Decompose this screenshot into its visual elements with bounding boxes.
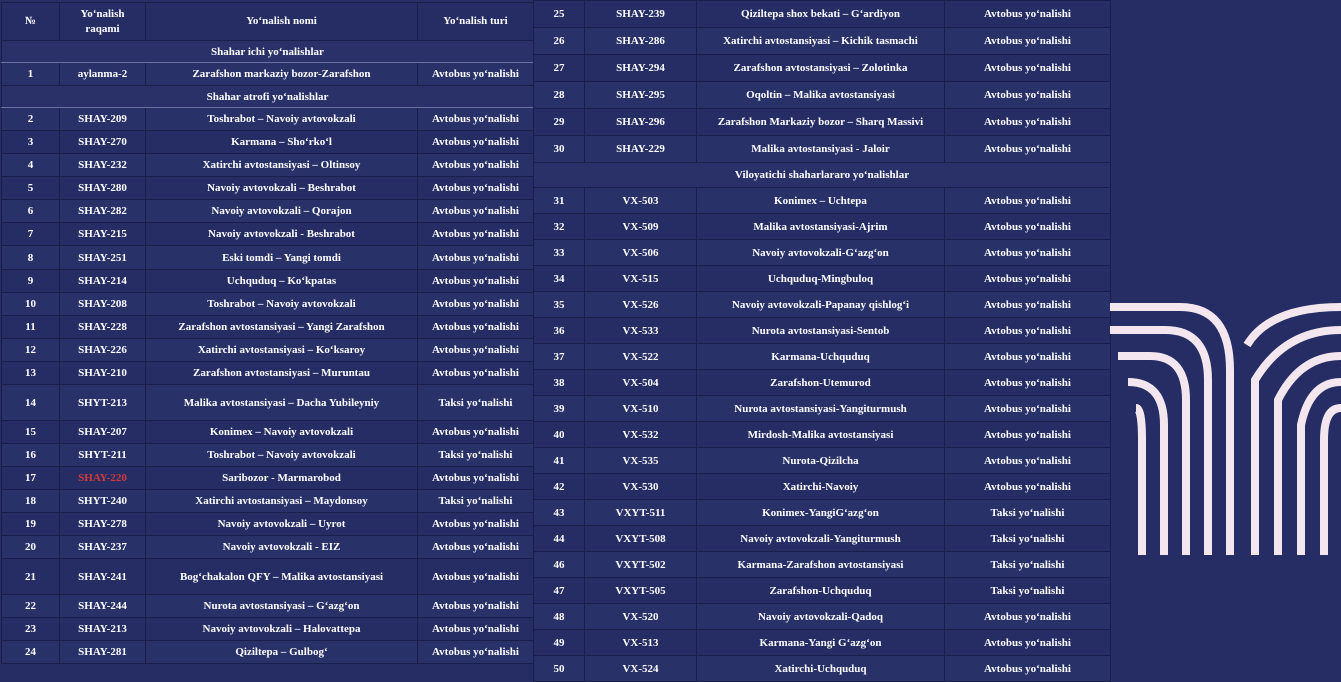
route-code: VX-524 xyxy=(585,656,697,682)
route-type: Avtobus yoʻnalishi xyxy=(418,316,534,339)
route-name: Konimex – Uchtepa xyxy=(697,188,945,214)
route-name: Karmana-Zarafshon avtostansiyasi xyxy=(697,552,945,578)
table-row xyxy=(2,618,534,641)
route-code: VX-520 xyxy=(585,604,697,630)
route-number: 44 xyxy=(534,526,585,552)
table-row xyxy=(2,536,534,559)
section-title: Shahar ichi yoʻnalishlar xyxy=(2,41,534,63)
route-code: SHAY-278 xyxy=(60,513,146,536)
route-name: Uchquduq – Koʻkpatas xyxy=(146,270,418,293)
table-row xyxy=(2,385,534,421)
route-number: 10 xyxy=(2,293,60,316)
table-row xyxy=(534,55,1111,82)
route-type: Avtobus yoʻnalishi xyxy=(945,422,1111,448)
route-type: Avtobus yoʻnalishi xyxy=(945,28,1111,55)
route-number: 40 xyxy=(534,422,585,448)
route-name: Eski tomdi – Yangi tomdi xyxy=(146,246,418,270)
table-row xyxy=(2,293,534,316)
route-type: Taksi yoʻnalishi xyxy=(945,552,1111,578)
route-code: SHAY-237 xyxy=(60,536,146,559)
table-row xyxy=(2,421,534,444)
route-code: VX-504 xyxy=(585,370,697,396)
route-number: 33 xyxy=(534,240,585,266)
route-code: aylanma-2 xyxy=(60,63,146,86)
route-code: VX-533 xyxy=(585,318,697,344)
route-type: Avtobus yoʻnalishi xyxy=(945,266,1111,292)
route-type: Avtobus yoʻnalishi xyxy=(945,214,1111,240)
table-row xyxy=(2,467,534,490)
route-name: Malika avtostansiyasi-Ajrim xyxy=(697,214,945,240)
route-name: Malika avtostansiyasi - Jaloir xyxy=(697,136,945,163)
section-row xyxy=(2,41,534,63)
route-code: SHAY-209 xyxy=(60,108,146,131)
table-row xyxy=(534,422,1111,448)
route-code: SHAY-251 xyxy=(60,246,146,270)
route-name: Xatirchi-Uchquduq xyxy=(697,656,945,682)
route-code: SHAY-282 xyxy=(60,200,146,223)
route-number: 2 xyxy=(2,108,60,131)
route-code: VX-513 xyxy=(585,630,697,656)
table-row xyxy=(2,316,534,339)
table-row xyxy=(534,474,1111,500)
route-name: Zarafshon-Uchquduq xyxy=(697,578,945,604)
route-name: Navoiy avtovokzali - Beshrabot xyxy=(146,223,418,246)
route-name: Navoiy avtovokzali-Yangiturmush xyxy=(697,526,945,552)
route-name: Karmana-Yangi Gʻazgʻon xyxy=(697,630,945,656)
route-number: 47 xyxy=(534,578,585,604)
route-type: Avtobus yoʻnalishi xyxy=(418,595,534,618)
table-row xyxy=(2,641,534,664)
route-number: 42 xyxy=(534,474,585,500)
route-type: Avtobus yoʻnalishi xyxy=(418,467,534,490)
route-type: Taksi yoʻnalishi xyxy=(945,500,1111,526)
route-type: Avtobus yoʻnalishi xyxy=(945,82,1111,109)
route-type: Taksi yoʻnalishi xyxy=(418,444,534,467)
route-number: 4 xyxy=(2,154,60,177)
route-name: Xatirchi avtostansiyasi – Oltinsoy xyxy=(146,154,418,177)
route-type: Avtobus yoʻnalishi xyxy=(418,293,534,316)
table-row xyxy=(2,177,534,200)
table-row xyxy=(534,656,1111,682)
route-name: Navoiy avtovokzali-Papanay qishlogʻi xyxy=(697,292,945,318)
route-number: 49 xyxy=(534,630,585,656)
route-code: VX-509 xyxy=(585,214,697,240)
route-number: 12 xyxy=(2,339,60,362)
route-type: Avtobus yoʻnalishi xyxy=(945,474,1111,500)
route-code: SHAY-215 xyxy=(60,223,146,246)
route-type: Avtobus yoʻnalishi xyxy=(418,108,534,131)
route-type: Avtobus yoʻnalishi xyxy=(945,656,1111,682)
table-row xyxy=(534,292,1111,318)
route-number: 18 xyxy=(2,490,60,513)
brand-logo-icon xyxy=(1110,300,1341,555)
route-name: Saribozor - Marmarobod xyxy=(146,467,418,490)
route-type: Avtobus yoʻnalishi xyxy=(945,188,1111,214)
route-name: Bogʻchakalon QFY – Malika avtostansiyasi xyxy=(146,559,418,595)
routes-table-right xyxy=(533,0,1111,682)
route-type: Taksi yoʻnalishi xyxy=(945,526,1111,552)
route-type: Avtobus yoʻnalishi xyxy=(418,339,534,362)
table-row xyxy=(534,370,1111,396)
right-table-body xyxy=(534,1,1111,682)
route-type: Avtobus yoʻnalishi xyxy=(418,63,534,86)
table-row xyxy=(534,448,1111,474)
route-number: 3 xyxy=(2,131,60,154)
table-header-row xyxy=(2,3,534,41)
route-number: 48 xyxy=(534,604,585,630)
table-row xyxy=(534,604,1111,630)
section-row xyxy=(534,163,1111,188)
route-name: Qiziltepa – Gulbogʻ xyxy=(146,641,418,664)
route-type: Taksi yoʻnalishi xyxy=(418,385,534,421)
route-code: SHYT-213 xyxy=(60,385,146,421)
route-name: Karmana-Uchquduq xyxy=(697,344,945,370)
table-row xyxy=(2,559,534,595)
route-code: VXYT-502 xyxy=(585,552,697,578)
table-row xyxy=(534,578,1111,604)
route-name: Toshrabot – Navoiy avtovokzali xyxy=(146,444,418,467)
route-type: Avtobus yoʻnalishi xyxy=(945,630,1111,656)
route-type: Avtobus yoʻnalishi xyxy=(418,362,534,385)
route-type: Avtobus yoʻnalishi xyxy=(418,513,534,536)
route-code: SHAY-239 xyxy=(585,1,697,28)
route-code: SHAY-220 xyxy=(60,467,146,490)
route-number: 14 xyxy=(2,385,60,421)
route-name: Xatirchi avtostansiyasi – Koʻksaroy xyxy=(146,339,418,362)
route-type: Avtobus yoʻnalishi xyxy=(418,618,534,641)
route-number: 6 xyxy=(2,200,60,223)
route-type: Avtobus yoʻnalishi xyxy=(945,318,1111,344)
table-row xyxy=(2,131,534,154)
route-number: 1 xyxy=(2,63,60,86)
table-row xyxy=(534,240,1111,266)
table-row xyxy=(534,396,1111,422)
route-name: Karmana – Shoʻrkoʻl xyxy=(146,131,418,154)
route-type: Avtobus yoʻnalishi xyxy=(418,536,534,559)
route-code: SHAY-296 xyxy=(585,109,697,136)
table-row xyxy=(534,526,1111,552)
route-type: Avtobus yoʻnalishi xyxy=(945,55,1111,82)
route-code: VXYT-508 xyxy=(585,526,697,552)
table-row xyxy=(534,136,1111,163)
route-name: Zarafshon avtostansiyasi – Yangi Zarafshon xyxy=(146,316,418,339)
route-type: Avtobus yoʻnalishi xyxy=(945,109,1111,136)
route-code: SHAY-229 xyxy=(585,136,697,163)
route-number: 29 xyxy=(534,109,585,136)
table-row xyxy=(534,188,1111,214)
table-row xyxy=(2,339,534,362)
section-row xyxy=(2,86,534,108)
route-name: Xatirchi avtostansiyasi – Kichik tasmachi xyxy=(697,28,945,55)
header-route-type: Yoʻnalish turi xyxy=(418,3,534,41)
header-number: № xyxy=(2,3,60,41)
table-row xyxy=(534,109,1111,136)
route-type: Avtobus yoʻnalishi xyxy=(418,154,534,177)
table-row xyxy=(2,154,534,177)
route-number: 37 xyxy=(534,344,585,370)
section-title: Viloyatichi shaharlararo yoʻnalishlar xyxy=(534,163,1111,188)
table-row xyxy=(2,362,534,385)
route-type: Avtobus yoʻnalishi xyxy=(945,240,1111,266)
route-name: Toshrabot – Navoiy avtovokzali xyxy=(146,108,418,131)
route-name: Navoiy avtovokzali – Uyrot xyxy=(146,513,418,536)
route-number: 17 xyxy=(2,467,60,490)
route-type: Avtobus yoʻnalishi xyxy=(418,177,534,200)
route-number: 38 xyxy=(534,370,585,396)
route-type: Avtobus yoʻnalishi xyxy=(945,370,1111,396)
left-table-body xyxy=(2,41,534,664)
route-code: SHAY-270 xyxy=(60,131,146,154)
route-type: Avtobus yoʻnalishi xyxy=(945,344,1111,370)
route-type: Avtobus yoʻnalishi xyxy=(418,223,534,246)
route-number: 26 xyxy=(534,28,585,55)
route-name: Nurota-Qizilcha xyxy=(697,448,945,474)
route-code: SHAY-208 xyxy=(60,293,146,316)
table-row xyxy=(2,513,534,536)
route-number: 41 xyxy=(534,448,585,474)
route-code: VX-506 xyxy=(585,240,697,266)
route-name: Zarafshon-Utemurod xyxy=(697,370,945,396)
route-number: 50 xyxy=(534,656,585,682)
route-type: Avtobus yoʻnalishi xyxy=(945,604,1111,630)
route-type: Avtobus yoʻnalishi xyxy=(418,246,534,270)
table-row xyxy=(2,63,534,86)
route-number: 9 xyxy=(2,270,60,293)
route-name: Mirdosh-Malika avtostansiyasi xyxy=(697,422,945,448)
route-name: Navoiy avtovokzali – Beshrabot xyxy=(146,177,418,200)
route-code: SHAY-295 xyxy=(585,82,697,109)
route-number: 27 xyxy=(534,55,585,82)
table-row xyxy=(2,595,534,618)
route-name: Xatirchi-Navoiy xyxy=(697,474,945,500)
route-name: Zarafshon avtostansiyasi – Zolotinka xyxy=(697,55,945,82)
route-type: Avtobus yoʻnalishi xyxy=(945,448,1111,474)
route-name: Nurota avtostansiyasi-Yangiturmush xyxy=(697,396,945,422)
route-name: Zarafshon avtostansiyasi – Muruntau xyxy=(146,362,418,385)
route-name: Malika avtostansiyasi – Dacha Yubileyniy xyxy=(146,385,418,421)
route-code: VX-532 xyxy=(585,422,697,448)
route-type: Taksi yoʻnalishi xyxy=(945,578,1111,604)
route-number: 8 xyxy=(2,246,60,270)
table-row xyxy=(2,490,534,513)
table-row xyxy=(534,1,1111,28)
route-number: 39 xyxy=(534,396,585,422)
header-route-name: Yoʻnalish nomi xyxy=(146,3,418,41)
route-code: SHAY-207 xyxy=(60,421,146,444)
route-name: Qiziltepa shox bekati – Gʻardiyon xyxy=(697,1,945,28)
route-number: 43 xyxy=(534,500,585,526)
route-code: SHAY-286 xyxy=(585,28,697,55)
route-type: Avtobus yoʻnalishi xyxy=(945,1,1111,28)
route-code: SHAY-213 xyxy=(60,618,146,641)
route-number: 15 xyxy=(2,421,60,444)
route-number: 32 xyxy=(534,214,585,240)
route-code: VX-510 xyxy=(585,396,697,422)
route-number: 5 xyxy=(2,177,60,200)
route-name: Oqoltin – Malika avtostansiyasi xyxy=(697,82,945,109)
table-row xyxy=(534,630,1111,656)
route-name: Nurota avtostansiyasi-Sentob xyxy=(697,318,945,344)
route-code: VX-522 xyxy=(585,344,697,370)
route-type: Avtobus yoʻnalishi xyxy=(418,559,534,595)
route-code: SHAY-210 xyxy=(60,362,146,385)
route-number: 22 xyxy=(2,595,60,618)
route-number: 30 xyxy=(534,136,585,163)
table-row xyxy=(534,344,1111,370)
route-number: 34 xyxy=(534,266,585,292)
table-row xyxy=(534,214,1111,240)
table-row xyxy=(534,28,1111,55)
route-code: VX-535 xyxy=(585,448,697,474)
route-type: Avtobus yoʻnalishi xyxy=(945,396,1111,422)
route-code: SHAY-228 xyxy=(60,316,146,339)
route-code: SHAY-294 xyxy=(585,55,697,82)
route-name: Nurota avtostansiyasi – Gʻazgʻon xyxy=(146,595,418,618)
route-number: 13 xyxy=(2,362,60,385)
route-type: Avtobus yoʻnalishi xyxy=(418,641,534,664)
route-code: SHAY-244 xyxy=(60,595,146,618)
route-code: SHAY-232 xyxy=(60,154,146,177)
route-code: SHAY-280 xyxy=(60,177,146,200)
route-type: Avtobus yoʻnalishi xyxy=(418,270,534,293)
route-number: 21 xyxy=(2,559,60,595)
route-type: Avtobus yoʻnalishi xyxy=(945,292,1111,318)
route-number: 19 xyxy=(2,513,60,536)
route-name: Zarafshon markaziy bozor-Zarafshon xyxy=(146,63,418,86)
table-row xyxy=(534,500,1111,526)
table-row xyxy=(2,200,534,223)
header-route-code: Yoʻnalish raqami xyxy=(60,3,146,41)
table-row xyxy=(534,266,1111,292)
route-number: 46 xyxy=(534,552,585,578)
table-row xyxy=(2,270,534,293)
table-row xyxy=(534,318,1111,344)
route-number: 25 xyxy=(534,1,585,28)
route-name: Navoiy avtovokzali-Gʻazgʻon xyxy=(697,240,945,266)
table-row xyxy=(534,82,1111,109)
route-number: 16 xyxy=(2,444,60,467)
table-row xyxy=(2,246,534,270)
route-number: 20 xyxy=(2,536,60,559)
route-name: Xatirchi avtostansiyasi – Maydonsoy xyxy=(146,490,418,513)
route-code: SHAY-241 xyxy=(60,559,146,595)
route-number: 36 xyxy=(534,318,585,344)
route-code: SHAY-226 xyxy=(60,339,146,362)
route-code: SHAY-281 xyxy=(60,641,146,664)
table-row xyxy=(534,552,1111,578)
route-name: Navoiy avtovokzali – Halovattepa xyxy=(146,618,418,641)
route-code: SHYT-240 xyxy=(60,490,146,513)
route-code: VXYT-511 xyxy=(585,500,697,526)
table-row xyxy=(2,108,534,131)
route-code: VX-530 xyxy=(585,474,697,500)
route-type: Avtobus yoʻnalishi xyxy=(418,200,534,223)
route-number: 7 xyxy=(2,223,60,246)
route-name: Navoiy avtovokzali-Qadoq xyxy=(697,604,945,630)
route-number: 35 xyxy=(534,292,585,318)
route-code: VXYT-505 xyxy=(585,578,697,604)
route-type: Avtobus yoʻnalishi xyxy=(418,421,534,444)
route-name: Toshrabot – Navoiy avtovokzali xyxy=(146,293,418,316)
route-code: VX-515 xyxy=(585,266,697,292)
route-type: Avtobus yoʻnalishi xyxy=(418,131,534,154)
route-name: Navoiy avtovokzali - EIZ xyxy=(146,536,418,559)
route-name: Uchquduq-Mingbuloq xyxy=(697,266,945,292)
route-name: Navoiy avtovokzali – Qorajon xyxy=(146,200,418,223)
route-number: 11 xyxy=(2,316,60,339)
route-number: 28 xyxy=(534,82,585,109)
route-code: VX-503 xyxy=(585,188,697,214)
route-number: 24 xyxy=(2,641,60,664)
routes-table-left xyxy=(1,2,534,664)
section-title: Shahar atrofi yoʻnalishlar xyxy=(2,86,534,108)
route-name: Konimex-YangiGʻazgʻon xyxy=(697,500,945,526)
route-name: Konimex – Navoiy avtovokzali xyxy=(146,421,418,444)
route-type: Taksi yoʻnalishi xyxy=(418,490,534,513)
table-row xyxy=(2,223,534,246)
route-number: 23 xyxy=(2,618,60,641)
route-code: VX-526 xyxy=(585,292,697,318)
route-number: 31 xyxy=(534,188,585,214)
route-code: SHAY-214 xyxy=(60,270,146,293)
route-code: SHYT-211 xyxy=(60,444,146,467)
route-name: Zarafshon Markaziy bozor – Sharq Massivi xyxy=(697,109,945,136)
table-row xyxy=(2,444,534,467)
route-type: Avtobus yoʻnalishi xyxy=(945,136,1111,163)
